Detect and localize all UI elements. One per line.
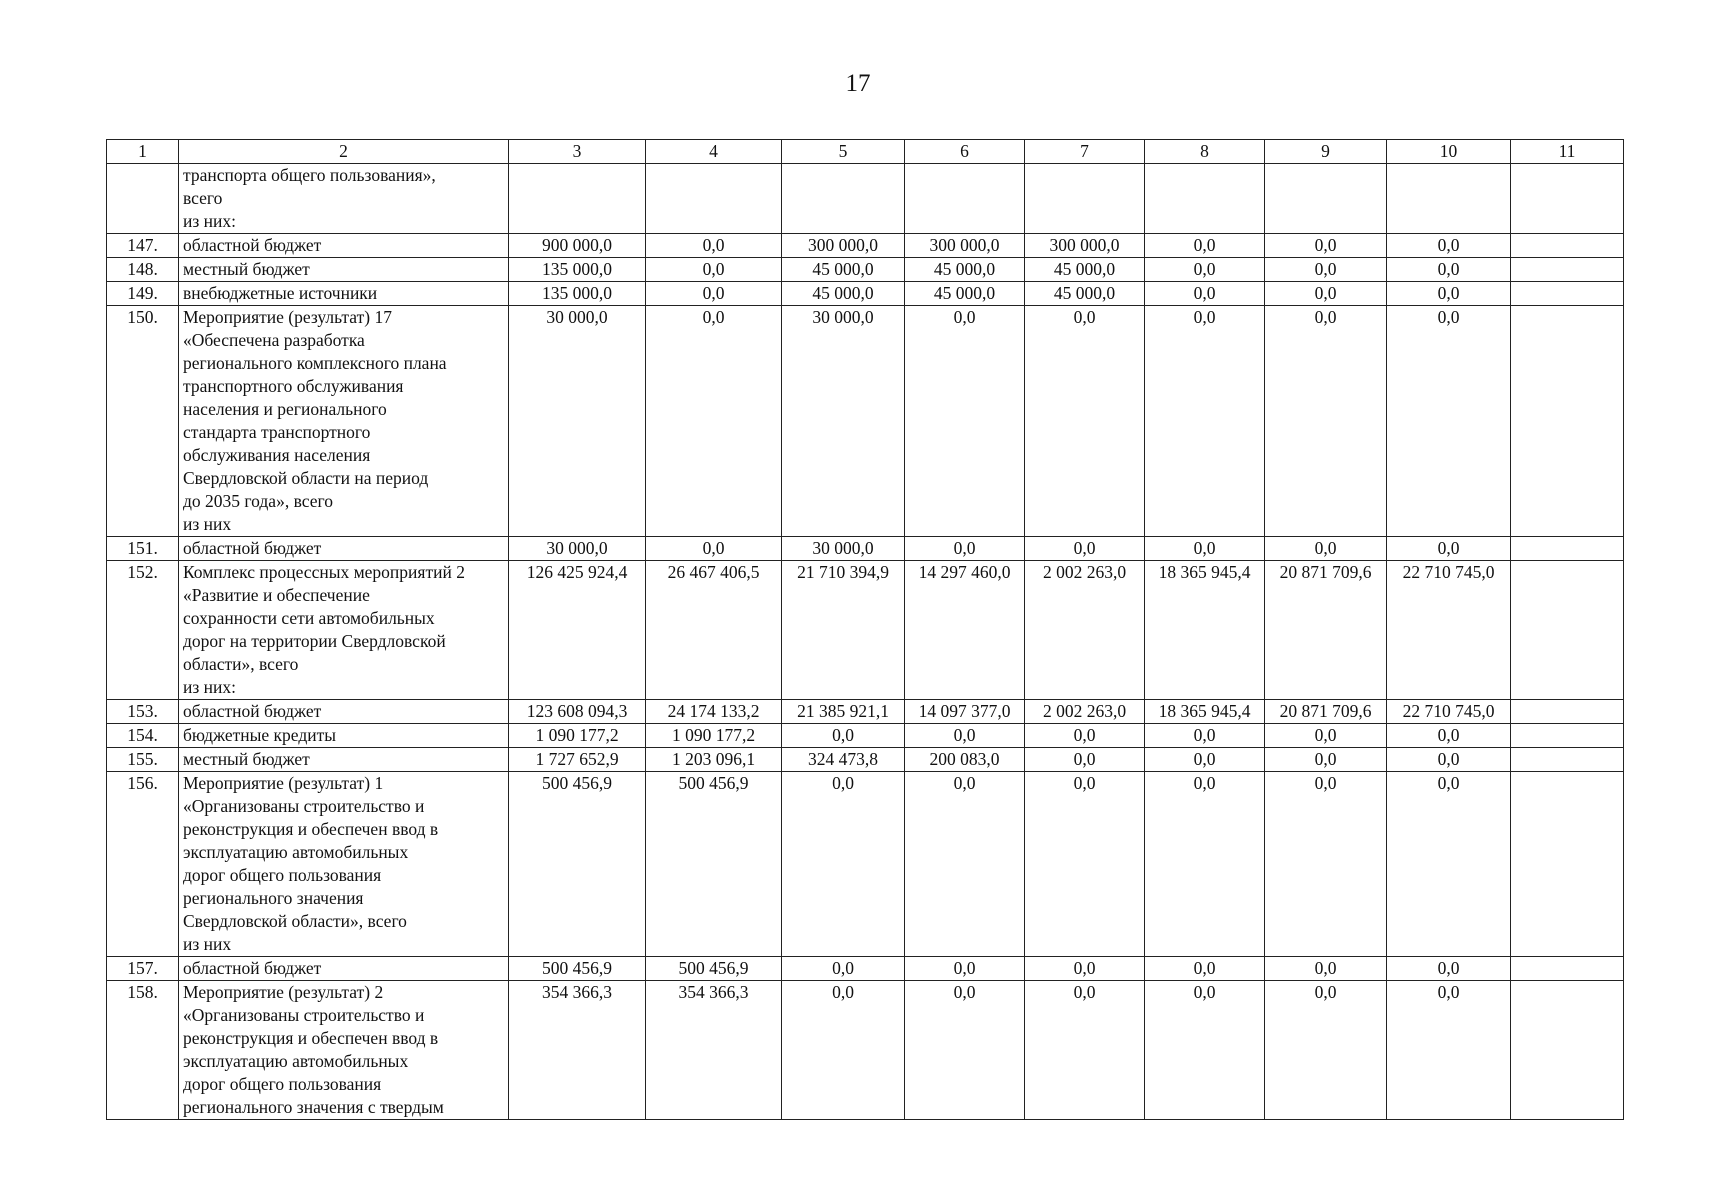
row-description: областной бюджет (179, 700, 509, 724)
value-cell: 21 385 921,1 (782, 700, 905, 724)
row-number: 157. (107, 957, 179, 981)
column-header: 3 (509, 140, 646, 164)
value-cell (1511, 981, 1624, 1120)
value-cell: 300 000,0 (782, 234, 905, 258)
row-number: 148. (107, 258, 179, 282)
value-cell (782, 164, 905, 234)
value-cell (1511, 772, 1624, 957)
row-description: транспорта общего пользования», всего из них: (179, 164, 509, 234)
value-cell: 1 203 096,1 (646, 748, 782, 772)
value-cell: 26 467 406,5 (646, 561, 782, 700)
value-cell (1511, 258, 1624, 282)
value-cell (1145, 164, 1265, 234)
table-row (107, 981, 1624, 1120)
value-cell: 0,0 (1145, 234, 1265, 258)
row-number: 155. (107, 748, 179, 772)
value-cell (646, 164, 782, 234)
value-cell (1387, 164, 1511, 234)
value-cell: 500 456,9 (646, 772, 782, 957)
table-row (107, 234, 1624, 258)
row-number: 156. (107, 772, 179, 957)
table-row (107, 258, 1624, 282)
value-cell: 0,0 (646, 234, 782, 258)
value-cell: 0,0 (1387, 282, 1511, 306)
row-number (107, 164, 179, 234)
value-cell: 20 871 709,6 (1265, 561, 1387, 700)
row-number: 151. (107, 537, 179, 561)
value-cell: 354 366,3 (646, 981, 782, 1120)
row-number: 153. (107, 700, 179, 724)
row-description: областной бюджет (179, 957, 509, 981)
row-number: 154. (107, 724, 179, 748)
value-cell: 0,0 (782, 772, 905, 957)
value-cell (1265, 164, 1387, 234)
value-cell: 30 000,0 (782, 537, 905, 561)
table-row (107, 561, 1624, 700)
value-cell: 123 608 094,3 (509, 700, 646, 724)
column-header: 4 (646, 140, 782, 164)
value-cell: 0,0 (1025, 957, 1145, 981)
value-cell: 0,0 (1265, 981, 1387, 1120)
value-cell: 18 365 945,4 (1145, 561, 1265, 700)
row-number: 149. (107, 282, 179, 306)
value-cell: 1 090 177,2 (646, 724, 782, 748)
value-cell: 300 000,0 (1025, 234, 1145, 258)
column-header: 1 (107, 140, 179, 164)
value-cell: 30 000,0 (509, 306, 646, 537)
value-cell: 0,0 (905, 306, 1025, 537)
value-cell: 354 366,3 (509, 981, 646, 1120)
budget-table (106, 139, 1624, 1120)
value-cell: 0,0 (1265, 748, 1387, 772)
value-cell: 0,0 (1265, 258, 1387, 282)
value-cell: 0,0 (1387, 724, 1511, 748)
value-cell: 0,0 (1145, 957, 1265, 981)
value-cell (1511, 537, 1624, 561)
value-cell: 0,0 (1387, 748, 1511, 772)
table-row (107, 306, 1624, 537)
value-cell: 45 000,0 (782, 282, 905, 306)
value-cell: 2 002 263,0 (1025, 700, 1145, 724)
row-description: областной бюджет (179, 537, 509, 561)
value-cell: 500 456,9 (509, 772, 646, 957)
value-cell: 18 365 945,4 (1145, 700, 1265, 724)
row-description: Мероприятие (результат) 17 «Обеспечена разработка регионального комплексного плана транспортного обслуживания населения и регионального стандарта транспортного обслуживания населения Свердловской области на период до 2035 года», всего из них (179, 306, 509, 537)
table-row (107, 957, 1624, 981)
value-cell: 0,0 (1145, 306, 1265, 537)
value-cell: 2 002 263,0 (1025, 561, 1145, 700)
row-description: Мероприятие (результат) 2 «Организованы строительство и реконструкция и обеспечен ввод в эксплуатацию автомобильных дорог общего пользования регионального значения с твердым (179, 981, 509, 1120)
value-cell: 0,0 (1387, 537, 1511, 561)
table-row (107, 700, 1624, 724)
value-cell: 200 083,0 (905, 748, 1025, 772)
value-cell: 0,0 (1265, 537, 1387, 561)
value-cell: 500 456,9 (646, 957, 782, 981)
page-number: 17 (845, 70, 871, 97)
value-cell: 0,0 (905, 537, 1025, 561)
row-description: внебюджетные источники (179, 282, 509, 306)
value-cell: 0,0 (1025, 724, 1145, 748)
value-cell: 30 000,0 (509, 537, 646, 561)
value-cell: 0,0 (1265, 724, 1387, 748)
value-cell: 1 727 652,9 (509, 748, 646, 772)
value-cell: 135 000,0 (509, 258, 646, 282)
column-header: 9 (1265, 140, 1387, 164)
value-cell: 0,0 (1265, 772, 1387, 957)
value-cell: 0,0 (1387, 306, 1511, 537)
value-cell: 24 174 133,2 (646, 700, 782, 724)
value-cell: 500 456,9 (509, 957, 646, 981)
value-cell: 126 425 924,4 (509, 561, 646, 700)
column-header: 2 (179, 140, 509, 164)
row-description: местный бюджет (179, 748, 509, 772)
column-header: 6 (905, 140, 1025, 164)
value-cell: 0,0 (646, 306, 782, 537)
value-cell (1025, 164, 1145, 234)
value-cell: 45 000,0 (905, 258, 1025, 282)
value-cell: 0,0 (1387, 772, 1511, 957)
value-cell: 0,0 (1025, 306, 1145, 537)
value-cell: 0,0 (1145, 981, 1265, 1120)
table-row (107, 282, 1624, 306)
value-cell: 1 090 177,2 (509, 724, 646, 748)
value-cell: 0,0 (1265, 957, 1387, 981)
table-row (107, 748, 1624, 772)
value-cell: 135 000,0 (509, 282, 646, 306)
value-cell (1511, 306, 1624, 537)
row-number: 152. (107, 561, 179, 700)
column-header: 8 (1145, 140, 1265, 164)
value-cell: 45 000,0 (905, 282, 1025, 306)
value-cell: 900 000,0 (509, 234, 646, 258)
value-cell (1511, 957, 1624, 981)
value-cell: 0,0 (782, 724, 905, 748)
value-cell: 300 000,0 (905, 234, 1025, 258)
value-cell: 20 871 709,6 (1265, 700, 1387, 724)
value-cell (1511, 700, 1624, 724)
value-cell: 0,0 (1145, 537, 1265, 561)
value-cell: 0,0 (646, 537, 782, 561)
value-cell: 0,0 (905, 957, 1025, 981)
value-cell: 14 297 460,0 (905, 561, 1025, 700)
value-cell: 324 473,8 (782, 748, 905, 772)
row-description: бюджетные кредиты (179, 724, 509, 748)
table-row (107, 537, 1624, 561)
value-cell: 22 710 745,0 (1387, 561, 1511, 700)
value-cell: 0,0 (1265, 234, 1387, 258)
value-cell (1511, 561, 1624, 700)
table-row (107, 164, 1624, 234)
value-cell (1511, 234, 1624, 258)
value-cell: 45 000,0 (1025, 258, 1145, 282)
column-header: 7 (1025, 140, 1145, 164)
value-cell: 0,0 (1145, 282, 1265, 306)
row-description: Комплекс процессных мероприятий 2 «Развитие и обеспечение сохранности сети автомобильных дорог на территории Свердловской области», всего из них: (179, 561, 509, 700)
row-description: местный бюджет (179, 258, 509, 282)
value-cell: 0,0 (1387, 981, 1511, 1120)
value-cell: 0,0 (905, 772, 1025, 957)
row-number: 147. (107, 234, 179, 258)
value-cell: 0,0 (1145, 772, 1265, 957)
value-cell: 0,0 (1387, 234, 1511, 258)
row-description: Мероприятие (результат) 1 «Организованы строительство и реконструкция и обеспечен ввод в эксплуатацию автомобильных дорог общего пользования регионального значения Свердловской области», всего из них (179, 772, 509, 957)
value-cell: 0,0 (1387, 957, 1511, 981)
value-cell (905, 164, 1025, 234)
value-cell: 0,0 (1145, 258, 1265, 282)
value-cell: 0,0 (782, 957, 905, 981)
value-cell: 0,0 (1145, 724, 1265, 748)
row-description: областной бюджет (179, 234, 509, 258)
value-cell (1511, 282, 1624, 306)
value-cell: 22 710 745,0 (1387, 700, 1511, 724)
value-cell: 0,0 (1025, 748, 1145, 772)
value-cell (509, 164, 646, 234)
table-row (107, 772, 1624, 957)
value-cell (1511, 164, 1624, 234)
value-cell: 0,0 (1025, 981, 1145, 1120)
value-cell: 45 000,0 (782, 258, 905, 282)
value-cell: 0,0 (905, 724, 1025, 748)
column-header: 11 (1511, 140, 1624, 164)
table-row (107, 724, 1624, 748)
value-cell: 45 000,0 (1025, 282, 1145, 306)
value-cell: 0,0 (782, 981, 905, 1120)
value-cell: 0,0 (1025, 772, 1145, 957)
column-number-header-row (107, 140, 1624, 164)
value-cell: 0,0 (1145, 748, 1265, 772)
column-header: 10 (1387, 140, 1511, 164)
value-cell: 0,0 (646, 258, 782, 282)
value-cell (1511, 748, 1624, 772)
column-header: 5 (782, 140, 905, 164)
value-cell (1511, 724, 1624, 748)
row-number: 158. (107, 981, 179, 1120)
value-cell: 0,0 (1265, 282, 1387, 306)
value-cell: 0,0 (1387, 258, 1511, 282)
value-cell: 0,0 (646, 282, 782, 306)
value-cell: 0,0 (1265, 306, 1387, 537)
value-cell: 0,0 (1025, 537, 1145, 561)
row-number: 150. (107, 306, 179, 537)
value-cell: 21 710 394,9 (782, 561, 905, 700)
value-cell: 14 097 377,0 (905, 700, 1025, 724)
value-cell: 0,0 (905, 981, 1025, 1120)
value-cell: 30 000,0 (782, 306, 905, 537)
